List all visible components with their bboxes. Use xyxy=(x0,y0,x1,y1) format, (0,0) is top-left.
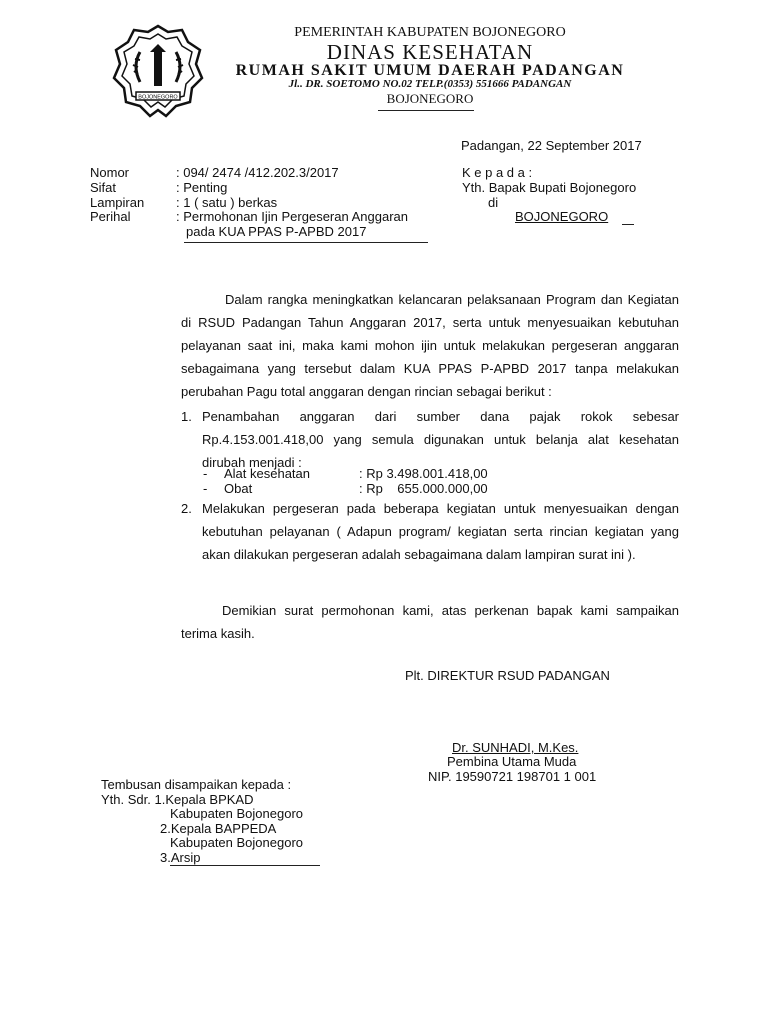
tembusan-line-4: Kabupaten Bojonegoro xyxy=(170,835,304,850)
recipient-kepada: K e p a d a : xyxy=(462,165,533,180)
tembusan-line-3: 2.Kepala BAPPEDA xyxy=(160,821,277,836)
item1-number: 1. xyxy=(181,409,192,424)
recipient-name: Yth. Bapak Bupati Bojonegoro xyxy=(462,180,637,195)
item2-text: Melakukan pergeseran pada beberapa kegiatan untuk menyesuaikan dengan kebutuhan pelayanan ( Adapun program/ kegiatan serta rincian kegiatan yang akan dilakukan pergeseran adalah sebagaimana dalam lampiran surat ini ). xyxy=(202,501,679,562)
tembusan-line-5: 3.Arsip xyxy=(160,850,201,865)
kop-line-dinas: DINAS KESEHATAN xyxy=(326,40,534,64)
meta-value-nomor: : 094/ 2474 /412.202.3/2017 xyxy=(176,165,339,180)
letter-date: Padangan, 22 September 2017 xyxy=(461,138,642,153)
tembusan-line-2: Kabupaten Bojonegoro xyxy=(170,806,304,821)
meta-label-perihal: Perihal xyxy=(90,209,131,224)
kop-underline xyxy=(378,110,474,111)
sub1-dash: - xyxy=(203,466,208,481)
kop-line-pemerintah: PEMERINTAH KABUPATEN BOJONEGORO xyxy=(294,25,566,40)
meta-label-lampiran: Lampiran xyxy=(90,195,145,210)
bojonegoro-regency-seal-icon xyxy=(110,22,206,118)
perihal-underline xyxy=(184,242,428,243)
recipient-di: di xyxy=(488,195,499,210)
sub2-value: : Rp 655.000.000,00 xyxy=(359,481,488,496)
signature-rank: Pembina Utama Muda xyxy=(447,754,577,769)
sub2-dash: - xyxy=(203,481,208,496)
sub1-value: : Rp 3.498.001.418,00 xyxy=(359,466,488,481)
closing-paragraph: Demikian surat permohonan kami, atas perkenan bapak kami sampaikan terima kasih. xyxy=(181,603,679,641)
item1-text: Penambahan anggaran dari sumber dana pajak rokok sebesar Rp.4.153.001.418,00 yang semula digunakan untuk belanja alat kesehatan dirubah menjadi : xyxy=(202,409,679,470)
meta-perihal-continuation: pada KUA PPAS P-APBD 2017 xyxy=(186,224,367,239)
sub1-label: Alat kesehatan xyxy=(224,466,311,481)
tembusan-line-1: Yth. Sdr. 1.Kepala BPKAD xyxy=(101,792,254,807)
signature-nip: NIP. 19590721 198701 1 001 xyxy=(428,769,597,784)
meta-value-perihal: : Permohonan Ijin Pergeseran Anggaran xyxy=(176,209,408,224)
signature-title: Plt. DIREKTUR RSUD PADANGAN xyxy=(405,668,610,683)
signature-name: Dr. SUNHADI, M.Kes. xyxy=(452,740,579,755)
meta-value-sifat: : Penting xyxy=(176,180,228,195)
item2-number: 2. xyxy=(181,501,192,516)
recipient-city-trailing-line xyxy=(622,224,634,225)
tembusan-underline xyxy=(170,865,320,866)
meta-value-lampiran: : 1 ( satu ) berkas xyxy=(176,195,278,210)
logo-text: BOJONEGORO xyxy=(138,94,178,101)
sub2-label: Obat xyxy=(224,481,253,496)
kop-line-city: BOJONEGORO xyxy=(386,91,474,106)
body-intro-paragraph: Dalam rangka meningkatkan kelancaran pelaksanaan Program dan Kegiatan di RSUD Padangan Tahun Anggaran 2017, serta untuk menyesuaikan kebutuhan pelayanan saat ini, maka kami mohon ijin untuk melakukan pergeseran anggaran sebagaimana yang tersebut dalam KUA PPAS P-APBD 2017 tanpa melakukan perubahan Pagu total anggaran dengan rincian sebagai berikut : xyxy=(181,292,679,399)
meta-label-nomor: Nomor xyxy=(90,165,130,180)
tembusan-header: Tembusan disampaikan kepada : xyxy=(101,777,292,792)
kop-line-address: Jl.. DR. SOETOMO NO.02 TELP.(0353) 551666 PADANGAN xyxy=(288,78,572,90)
recipient-city: BOJONEGORO xyxy=(515,209,609,224)
meta-label-sifat: Sifat xyxy=(90,180,117,195)
regency-logo xyxy=(110,22,206,118)
kop-line-rsud: RUMAH SAKIT UMUM DAERAH PADANGAN xyxy=(235,62,625,79)
